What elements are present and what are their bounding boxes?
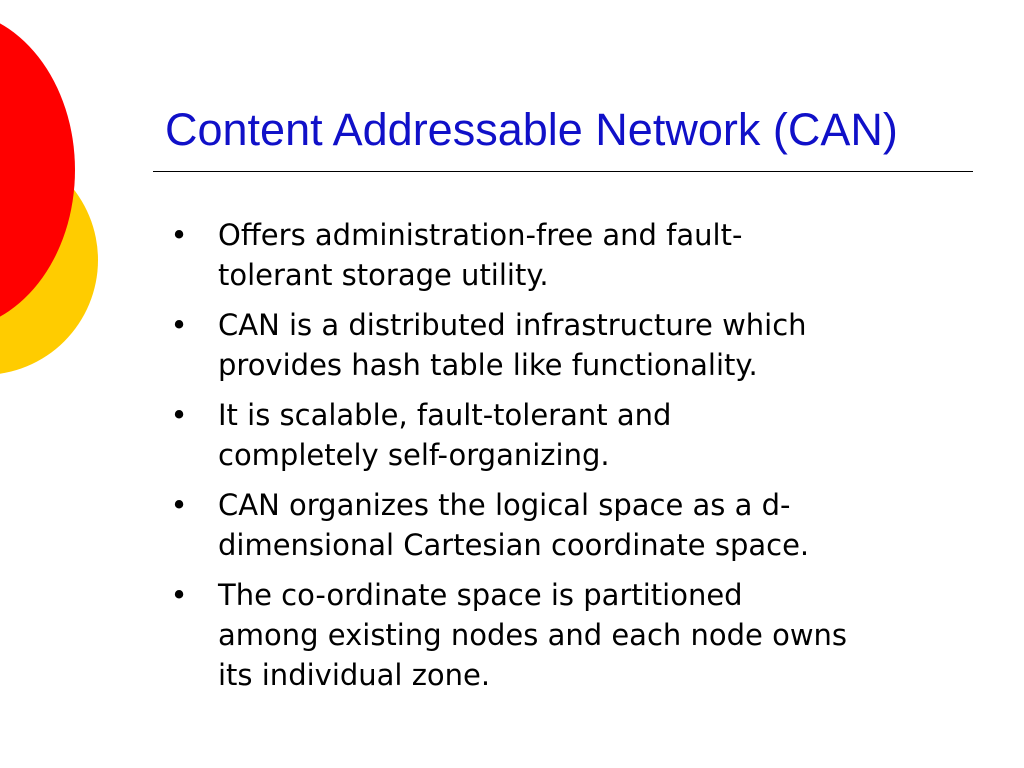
bullet-dot-icon: • xyxy=(170,488,188,522)
slide-title: Content Addressable Network (CAN) xyxy=(165,104,898,155)
bullet-text: CAN organizes the logical space as a d- dimensional Cartesian coordinate space. xyxy=(218,488,810,562)
bullet-item xyxy=(160,215,980,295)
bullet-list xyxy=(160,215,980,705)
bullet-text: It is scalable, fault-tolerant and completely self-organizing. xyxy=(218,398,672,472)
bullet-text: Offers administration-free and fault- tolerant storage utility. xyxy=(218,218,743,292)
bullet-text: CAN is a distributed infrastructure which provides hash table like functionality. xyxy=(218,308,807,382)
bullet-item xyxy=(160,395,980,475)
bullet-item xyxy=(160,575,980,695)
bullet-dot-icon: • xyxy=(170,398,188,432)
bullet-dot-icon: • xyxy=(170,218,188,252)
bullet-text: The co-ordinate space is partitioned among existing nodes and each node owns its individual zone. xyxy=(218,578,848,692)
title-divider xyxy=(153,171,973,172)
bullet-dot-icon: • xyxy=(170,578,188,612)
bullet-item xyxy=(160,485,980,565)
bullet-dot-icon: • xyxy=(170,308,188,342)
bullet-item xyxy=(160,305,980,385)
